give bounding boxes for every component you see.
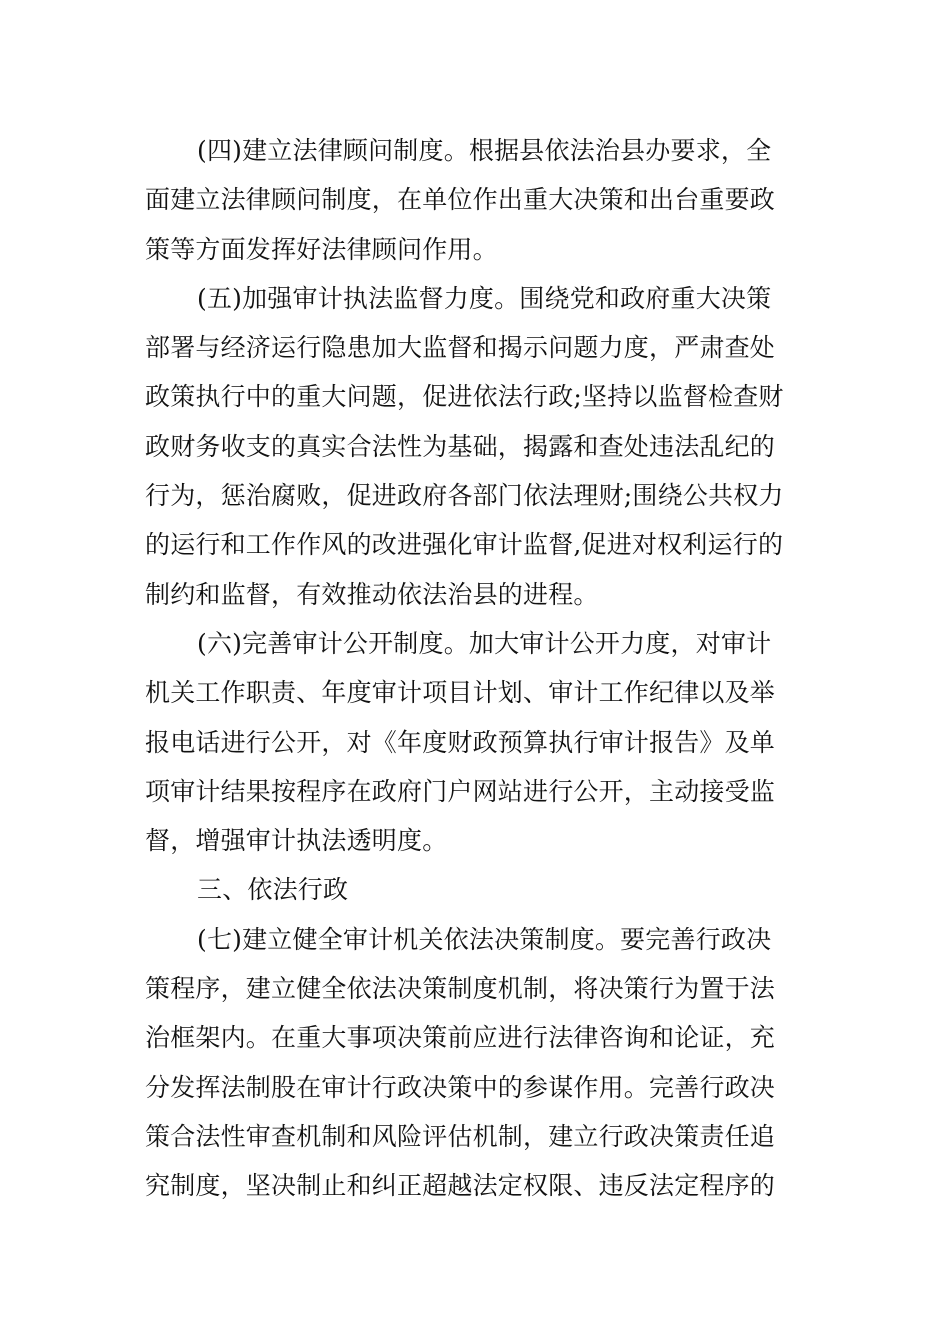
paragraph-5-line-7: 制约和监督，有效推动依法治县的进程。 [145,579,599,609]
paragraph-7-line-6: 究制度，坚决制止和纠正超越法定权限、违反法定程序的 [145,1171,776,1201]
paragraph-6-line-5: 督，增强审计执法透明度。 [145,826,448,856]
document-body [145,126,810,1211]
paragraph-4-line-3: 策等方面发挥好法律顾问作用。 [145,234,498,264]
paragraph-4-line-1: (四)建立法律顾问制度。根据县依法治县办要求，全 [197,136,772,165]
section-heading-3: 三、依法行政 [197,875,349,905]
paragraph-7-line-2: 策程序，建立健全依法决策制度机制，将决策行为置于法 [145,974,776,1004]
paragraph-5-line-1: (五)加强审计执法监督力度。围绕党和政府重大决策 [197,283,772,313]
paragraph-6-line-3: 报电话进行公开，对《年度财政预算执行审计报告》及单 [145,727,776,757]
paragraph-7-line-4: 分发挥法制股在审计行政决策中的参谋作用。完善行政决 [145,1072,776,1102]
paragraph-7-line-1: (七)建立健全审计机关依法决策制度。要完善行政决 [197,924,772,954]
paragraph-7-line-3: 治框架内。在重大事项决策前应进行法律咨询和论证，充 [145,1023,776,1053]
paragraph-5-line-2: 部署与经济运行隐患加大监督和揭示问题力度，严肃查处 [145,333,776,363]
paragraph-7-line-5: 策合法性审查机制和风险评估机制，建立行政决策责任追 [145,1121,776,1151]
paragraph-5-line-6: 的运行和工作作风的改进强化审计监督,促进对权利运行的 [145,530,784,560]
paragraph-6-line-4: 项审计结果按程序在政府门户网站进行公开，主动接受监 [145,776,776,806]
paragraph-5-line-5: 行为，惩治腐败，促进政府各部门依法理财;围绕公共权力 [145,481,784,511]
paragraph-5-line-4: 政财务收支的真实合法性为基础，揭露和查处违法乱纪的 [145,431,776,461]
paragraph-6-line-1: (六)完善审计公开制度。加大审计公开力度，对审计 [197,628,772,658]
paragraph-4-line-2: 面建立法律顾问制度，在单位作出重大决策和出台重要政 [145,185,776,215]
paragraph-5-line-3: 政策执行中的重大问题，促进依法行政;坚持以监督检查财 [145,382,784,412]
paragraph-6-line-2: 机关工作职责、年度审计项目计划、审计工作纪律以及举 [145,678,776,708]
